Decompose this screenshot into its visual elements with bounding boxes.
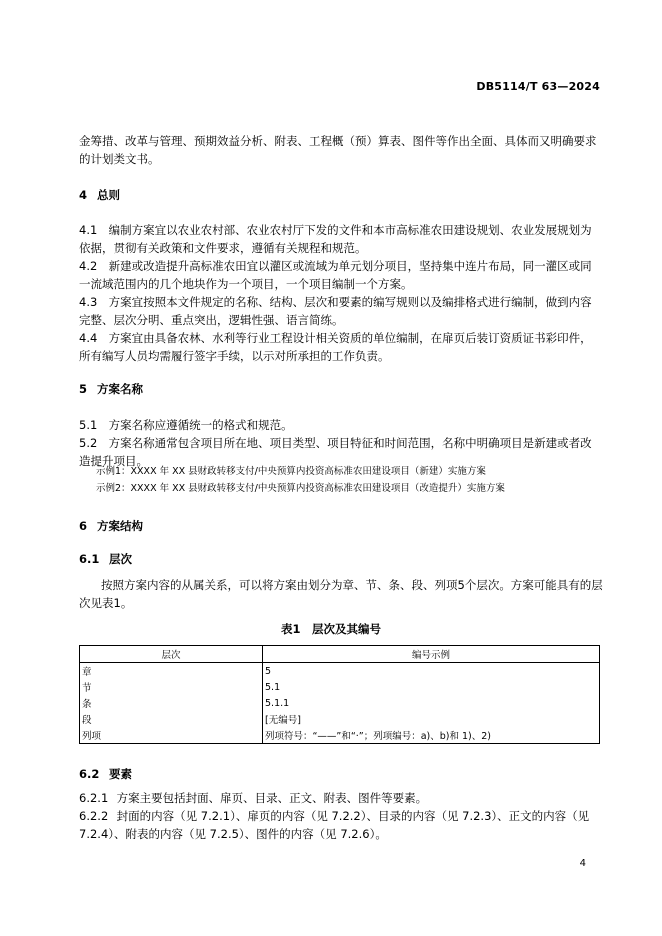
table-row — [80, 695, 600, 711]
clause-text: 方案宜由具备农林、水利等行业工程设计相关资质的单位编制，在扉页后装订资质证书彩印件， — [108, 331, 592, 345]
clause-4-3-line-2: 完整、层次分明、重点突出，逻辑性强、语言简练。 — [79, 313, 344, 327]
clause-text: 编制方案宜以农业农村部、农业农村厅下发的文件和本市高标准农田建设规划、农业发展规划为 — [108, 223, 592, 237]
section-title: 方案名称 — [97, 382, 143, 396]
section-number: 4 — [79, 188, 88, 202]
clause-text: 新建或改造提升高标准农田宜以灌区或流域为单元划分项目，坚持集中连片布局，同一灌区或同 — [108, 259, 592, 273]
clause-5-1-line-1 — [79, 416, 604, 434]
clause-5-2-line-2: 造提升项目。 — [79, 454, 148, 468]
section-5-heading — [79, 381, 143, 397]
section-title: 总则 — [97, 188, 120, 202]
clause-number: 5.1 — [79, 418, 98, 432]
clause-text: 方案名称应遵循统一的格式和规范。 — [108, 418, 293, 432]
table-cell-level: 条 — [80, 695, 263, 711]
clause-number: 4.3 — [79, 295, 98, 309]
standard-code: DB5114/T 63—2024 — [476, 80, 600, 93]
example-2: 示例2：XXXX 年 XX 县财政转移支付/中央预算内投资高标准农田建设项目（改造提升）实施方案 — [96, 483, 505, 494]
table-1-title: 表1 层次及其编号 — [280, 622, 381, 636]
table-cell-example: 列项符号：“——”和“·”；列项编号：a)、b)和 1)、2) — [263, 727, 600, 744]
subsection-number: 6.1 — [79, 552, 100, 566]
clause-4-1-line-2: 依据，贯彻有关政策和文件要求，遵循有关规程和规范。 — [79, 241, 367, 255]
clause-4-1-line-1 — [79, 221, 604, 239]
subsection-6-1-heading — [79, 551, 132, 567]
section-number: 5 — [79, 382, 88, 396]
continued-text-line-2: 的计划类文书。 — [79, 152, 160, 166]
clause-number: 6.2.1 — [79, 791, 109, 805]
table-header-level: 层次 — [80, 646, 263, 663]
table-cell-level: 章 — [80, 663, 263, 680]
table-header-row — [80, 646, 600, 663]
clause-text: 封面的内容（见 7.2.1）、扉页的内容（见 7.2.2）、目录的内容（见 7.2.3）、正文的内容（见 — [116, 809, 590, 823]
clause-4-2-line-2: 一流域范围内的几个地块作为一个项目，一个项目编制一个方案。 — [79, 277, 413, 291]
example-1: 示例1：XXXX 年 XX 县财政转移支付/中央预算内投资高标准农田建设项目（新建）实施方案 — [96, 466, 486, 477]
table-row — [80, 679, 600, 695]
paragraph-6-1-line-1: 按照方案内容的从属关系，可以将方案由划分为章、节、条、段、列项5个层次。方案可能具有的层 — [101, 578, 603, 592]
clause-4-2-line-1 — [79, 257, 604, 275]
clause-4-4-line-2: 所有编写人员均需履行签字手续，以示对所承担的工作负责。 — [79, 349, 390, 363]
levels-table — [79, 645, 600, 744]
clause-number: 6.2.2 — [79, 809, 109, 823]
table-row — [80, 663, 600, 680]
table-cell-example: 5.1 — [263, 679, 600, 695]
table-row — [80, 711, 600, 727]
clause-text: 方案名称通常包含项目所在地、项目类型、项目特征和时间范围，名称中明确项目是新建或者改 — [108, 436, 592, 450]
section-4-heading — [79, 187, 120, 203]
table-cell-example: [无编号] — [263, 711, 600, 727]
clause-text: 方案宜按照本文件规定的名称、结构、层次和要素的编写规则以及编排格式进行编制，做到内容 — [108, 295, 592, 309]
paragraph-6-1-line-2: 次见表1。 — [79, 596, 133, 610]
subsection-6-2-heading — [79, 766, 132, 782]
clause-6-2-1-line-1 — [79, 789, 604, 807]
subsection-number: 6.2 — [79, 767, 100, 781]
section-number: 6 — [79, 519, 88, 533]
clause-4-4-line-1 — [79, 329, 604, 347]
table-row — [80, 727, 600, 744]
table-cell-level: 列项 — [80, 727, 263, 744]
table-cell-level: 节 — [80, 679, 263, 695]
table-cell-example: 5 — [263, 663, 600, 680]
continued-text-line-1: 金筹措、改革与管理、预期效益分析、附表、工程概（预）算表、图件等作出全面、具体而又明确要求 — [79, 134, 597, 148]
clause-6-2-2-line-1 — [79, 807, 604, 825]
clause-4-3-line-1 — [79, 293, 604, 311]
clause-number: 4.1 — [79, 223, 98, 237]
clause-5-2-line-1 — [79, 434, 604, 452]
clause-number: 4.4 — [79, 331, 98, 345]
table-cell-example: 5.1.1 — [263, 695, 600, 711]
clause-number: 4.2 — [79, 259, 98, 273]
clause-number: 5.2 — [79, 436, 98, 450]
table-cell-level: 段 — [80, 711, 263, 727]
table-header-example: 编号示例 — [263, 646, 600, 663]
subsection-title: 要素 — [109, 767, 133, 781]
clause-6-2-2-line-2: 7.2.4）、附表的内容（见 7.2.5）、图件的内容（见 7.2.6）。 — [79, 827, 387, 841]
clause-text: 方案主要包括封面、扉页、目录、正文、附表、图件等要素。 — [116, 791, 428, 805]
section-6-heading — [79, 518, 143, 534]
subsection-title: 层次 — [109, 552, 133, 566]
section-title: 方案结构 — [97, 519, 143, 533]
page-number: 4 — [579, 858, 586, 869]
